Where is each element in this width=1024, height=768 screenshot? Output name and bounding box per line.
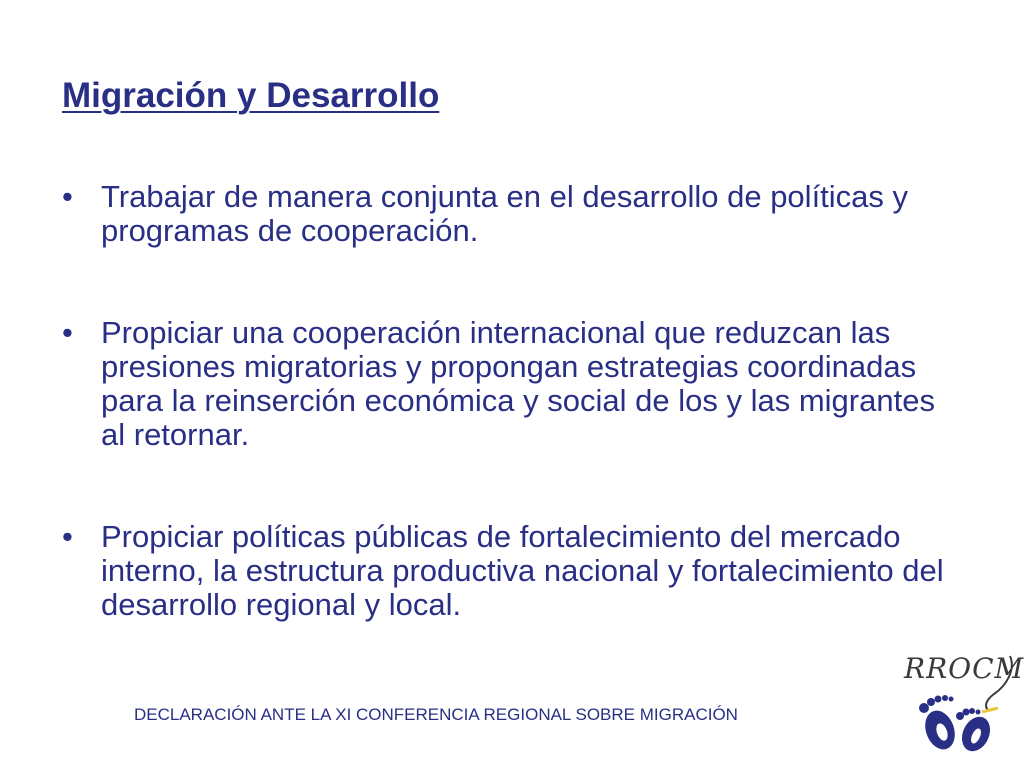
logo-text: RROCM [904,652,1024,685]
bullet-marker: • [62,179,73,214]
slide-footer: DECLARACIÓN ANTE LA XI CONFERENCIA REGIONAL SOBRE MIGRACIÓN [134,705,738,724]
bullet-item [62,520,962,622]
bullet-item [62,316,962,452]
bullet-text: Propiciar una cooperación internacional que reduzcan las presiones migratorias y propongan estrategias coordinadas para la reinserción económica y social de los y las migrantes al retornar. [101,315,935,452]
bullet-list [62,180,962,622]
bullet-item [62,180,962,248]
bullet-marker: • [62,315,73,350]
rrocm-logo [898,648,1024,758]
bullet-marker: • [62,519,73,554]
bullet-text: Trabajar de manera conjunta en el desarrollo de políticas y programas de cooperación. [101,179,909,248]
slide-title: Migración y Desarrollo [62,76,440,115]
bullet-text: Propiciar políticas públicas de fortalecimiento del mercado interno, la estructura productiva nacional y fortalecimiento del desarrollo regional y local. [101,519,944,622]
